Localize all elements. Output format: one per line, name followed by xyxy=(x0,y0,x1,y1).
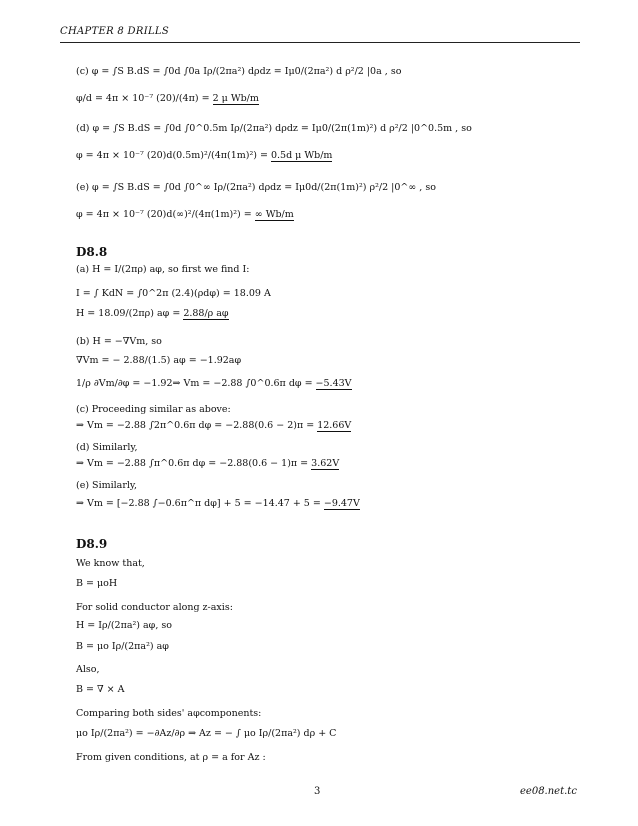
eq-dd2 xyxy=(76,458,339,470)
text-f6: Also, xyxy=(76,664,100,675)
eq-e2 xyxy=(76,209,294,221)
eq-cc2-main: ⇒ Vm = −2.88 ∫2π^0.6π dφ = −2.88(0.6 − 2)π = xyxy=(76,420,318,431)
eq-c2-main: φ/d = 4π × 10⁻⁷ (20)/(4π) = xyxy=(76,93,213,104)
eq-f5: B = μo Iρ/(2πa²) aφ xyxy=(76,641,169,652)
eq-b3-answer: −5.43V xyxy=(315,378,352,389)
eq-f2: B = μoH xyxy=(76,578,118,589)
text-f1: We know that, xyxy=(76,558,145,569)
eq-c2-answer: 2 μ Wb/m xyxy=(212,93,259,104)
eq-cc2 xyxy=(76,420,351,432)
eq-f7: B = ∇ × A xyxy=(76,684,125,695)
eq-b3 xyxy=(76,378,352,390)
eq-c2 xyxy=(76,93,259,105)
text-f10: From given conditions, at ρ = a for Az : xyxy=(76,752,266,763)
chapter-header xyxy=(60,26,580,43)
eq-b1: (b) H = −∇Vm, so xyxy=(76,336,162,347)
eq-ee2 xyxy=(76,498,360,510)
page-number: 3 xyxy=(314,786,321,797)
eq-c1: (c) φ = ∫S B.dS = ∫0d ∫0a Iρ/(2πa²) dρdz = Iμ0/(2πa²) d ρ²/2 |0a , so xyxy=(76,66,402,77)
eq-cc1: (c) Proceeding similar as above: xyxy=(76,404,231,415)
eq-a2: I = ∫ KdN = ∫0^2π (2.4)(ρdφ) = 18.09 A xyxy=(76,288,271,299)
section-d88: D8.8 xyxy=(76,245,108,259)
eq-e1: (e) φ = ∫S B.dS = ∫0d ∫0^∞ Iρ/(2πa²) dρdz = Iμ0d/(2π(1m)²) ρ²/2 |0^∞ , so xyxy=(76,182,436,193)
eq-cc2-answer: 12.66V xyxy=(317,420,352,431)
eq-dd2-answer: 3.62V xyxy=(311,458,340,469)
eq-a3-main: H = 18.09/(2πρ) aφ = xyxy=(76,308,184,319)
text-f3: For solid conductor along z-axis: xyxy=(76,602,233,613)
eq-ee2-answer: −9.47V xyxy=(323,498,360,509)
eq-d2-main: φ = 4π × 10⁻⁷ (20)d(0.5m)²/(4π(1m)²) = xyxy=(76,150,271,161)
eq-a3 xyxy=(76,308,229,320)
eq-dd1: (d) Similarly, xyxy=(76,442,138,453)
eq-a3-answer: 2.88/ρ aφ xyxy=(183,308,229,319)
footer-site: ee08.net.tc xyxy=(520,786,577,797)
eq-f4: H = Iρ/(2πa²) aφ, so xyxy=(76,620,172,631)
eq-d1: (d) φ = ∫S B.dS = ∫0d ∫0^0.5m Iρ/(2πa²) dρdz = Iμ0/(2π(1m)²) d ρ²/2 |0^0.5m , so xyxy=(76,123,472,134)
eq-f9: μo Iρ/(2πa²) = −∂Az/∂ρ ⇒ Az = − ∫ μo Iρ/(2πa²) dρ + C xyxy=(76,728,337,739)
eq-ee1: (e) Similarly, xyxy=(76,480,138,491)
eq-b2: ∇Vm = − 2.88/(1.5) aφ = −1.92aφ xyxy=(76,355,242,366)
eq-a1: (a) H = I/(2πρ) aφ, so first we find I: xyxy=(76,264,250,275)
section-d89: D8.9 xyxy=(76,537,108,551)
eq-e2-answer: ∞ Wb/m xyxy=(254,209,294,220)
eq-dd2-main: ⇒ Vm = −2.88 ∫π^0.6π dφ = −2.88(0.6 − 1)π = xyxy=(76,458,312,469)
eq-d2 xyxy=(76,150,332,162)
chapter-title: CHAPTER 8 DRILLS xyxy=(60,26,169,37)
eq-d2-answer: 0.5d μ Wb/m xyxy=(270,150,333,161)
eq-ee2-main: ⇒ Vm = [−2.88 ∫−0.6π^π dφ] + 5 = −14.47 + 5 = xyxy=(76,498,324,509)
eq-b3-main: 1/ρ ∂Vm/∂φ = −1.92⇒ Vm = −2.88 ∫0^0.6π dφ = xyxy=(76,378,316,389)
eq-e2-main: φ = 4π × 10⁻⁷ (20)d(∞)²/(4π(1m)²) = xyxy=(76,209,255,220)
text-f8: Comparing both sides' aφcomponents: xyxy=(76,708,262,719)
